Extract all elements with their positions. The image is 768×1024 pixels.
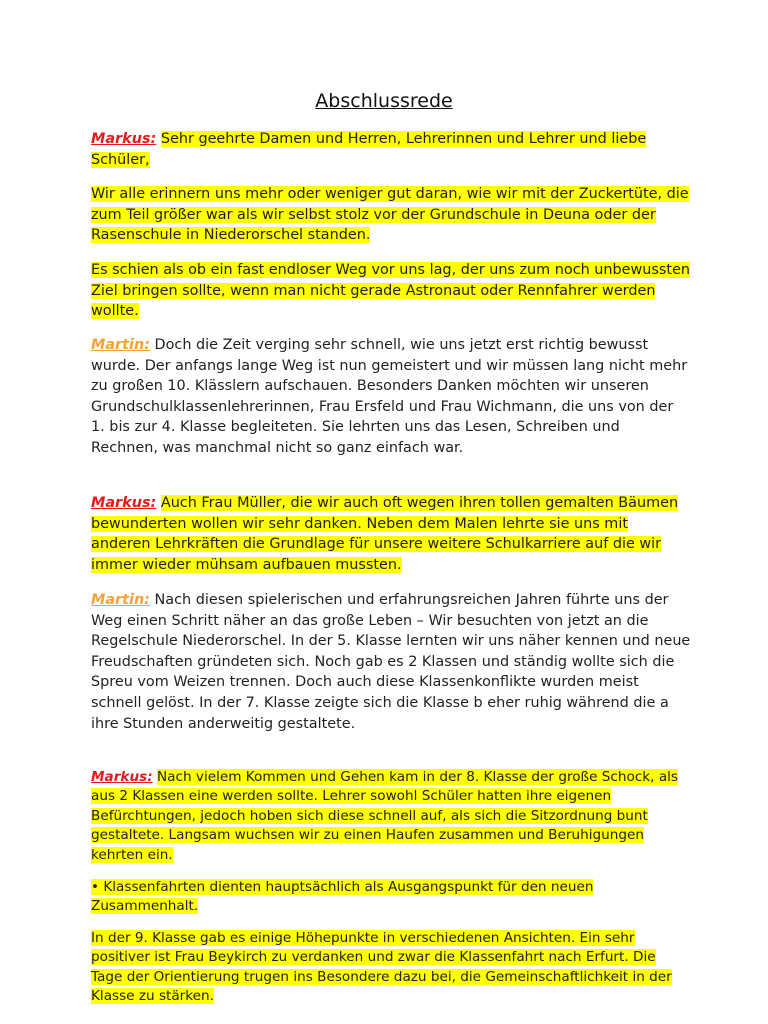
- speaker-martin: Martin:: [91, 592, 150, 608]
- speaker-markus: Markus:: [91, 769, 153, 785]
- paragraph-text: Doch die Zeit verging sehr schnell, wie uns jetzt erst richtig bewusst wurde. Der anfangs lange Weg ist nun gemeistert und wir müssen lang nicht mehr zu großen 10. Klässlern aufschauen. Besonders Danken möchten wir unseren Grundschulklassenlehrerinnen, Frau Ersfeld und Frau Wichmann, die uns von der 1. bis zur 4. Klasse begleiteten. Sie lehrten uns das Lesen, Schreiben und Rechnen, was manchmal nicht so ganz einfach war.: [91, 337, 688, 456]
- paragraph-text: Es schien als ob ein fast endloser Weg vor uns lag, der uns zum noch unbewussten Ziel bringen sollte, wenn man nicht gerade Astronaut oder Rennfahrer werden wollte.: [91, 262, 691, 320]
- paragraph-text: Sehr geehrte Damen und Herren, Lehrerinnen und Lehrer und liebe Schüler,: [91, 131, 647, 168]
- paragraph-text: Auch Frau Müller, die wir auch oft wegen ihren tollen gemalten Bäumen bewunderten wollen wir sehr danken. Neben dem Malen lehrte sie uns mit anderen Lehrkräften die Grundlage für unsere weitere Schulkarriere auf die wir immer wieder mühsam aufbauen mussten.: [91, 495, 679, 573]
- document-title: Abschlussrede: [315, 90, 453, 112]
- paragraph-text: Wir alle erinnern uns mehr oder weniger gut daran, wie wir mit der Zuckertüte, die zum Teil größer war als wir selbst stolz vor der Grundschule in Deuna oder der Rasenschule in Niederorschel standen.: [91, 186, 689, 244]
- paragraph-8: [91, 878, 691, 917]
- paragraph-7: [91, 768, 691, 865]
- paragraph-text: In der 9. Klasse gab es einige Höhepunkte in verschiedenen Ansichten. Ein sehr positiver ist Frau Beykirch zu verdanken und zwar die Klassenfahrt nach Erfurt. Die Tage der Orientierung trugen ins Besondere dazu bei, die Gemeinschaftlichkeit in der Klasse zu stärken.: [91, 930, 672, 1005]
- paragraph-2: [91, 184, 691, 246]
- paragraph-6: [91, 590, 691, 734]
- speaker-martin: Martin:: [91, 337, 150, 353]
- paragraph-4: [91, 335, 691, 459]
- paragraph-text: Nach diesen spielerischen und erfahrungsreichen Jahren führte uns der Weg einen Schritt näher an das große Leben – Wir besuchten von jetzt an die Regelschule Niederorschel. In der 5. Klasse lernten wir uns näher kennen und neue Freudschaften gründeten sich. Noch gab es 2 Klassen und ständig wollte sich die Spreu vom Weizen trennen. Doch auch diese Klassenkonflikte wurden meist schnell gelöst. In der 7. Klasse zeigte sich die Klasse b eher ruhig während die a ihre Stunden anderweitig gestaltete.: [91, 592, 691, 732]
- paragraph-5: [91, 493, 691, 575]
- bullet-text: • Klassenfahrten dienten hauptsächlich als Ausgangspunkt für den neuen Zusammenhalt.: [91, 879, 594, 915]
- speaker-markus: Markus:: [91, 495, 157, 511]
- paragraph-1: [91, 129, 691, 170]
- speaker-markus: Markus:: [91, 131, 157, 147]
- paragraph-9: [91, 929, 691, 1007]
- paragraph-text: Nach vielem Kommen und Gehen kam in der 8. Klasse der große Schock, als aus 2 Klassen eine werden sollte. Lehrer sowohl Schüler hatten ihre eigenen Befürchtungen, jedoch hoben sich diese schnell auf, als sich die Sitzordnung bunt gestaltete. Langsam wuchsen wir zu einen Haufen zusammen und Beruhigungen kehrten ein.: [91, 769, 679, 863]
- paragraph-3: [91, 260, 691, 322]
